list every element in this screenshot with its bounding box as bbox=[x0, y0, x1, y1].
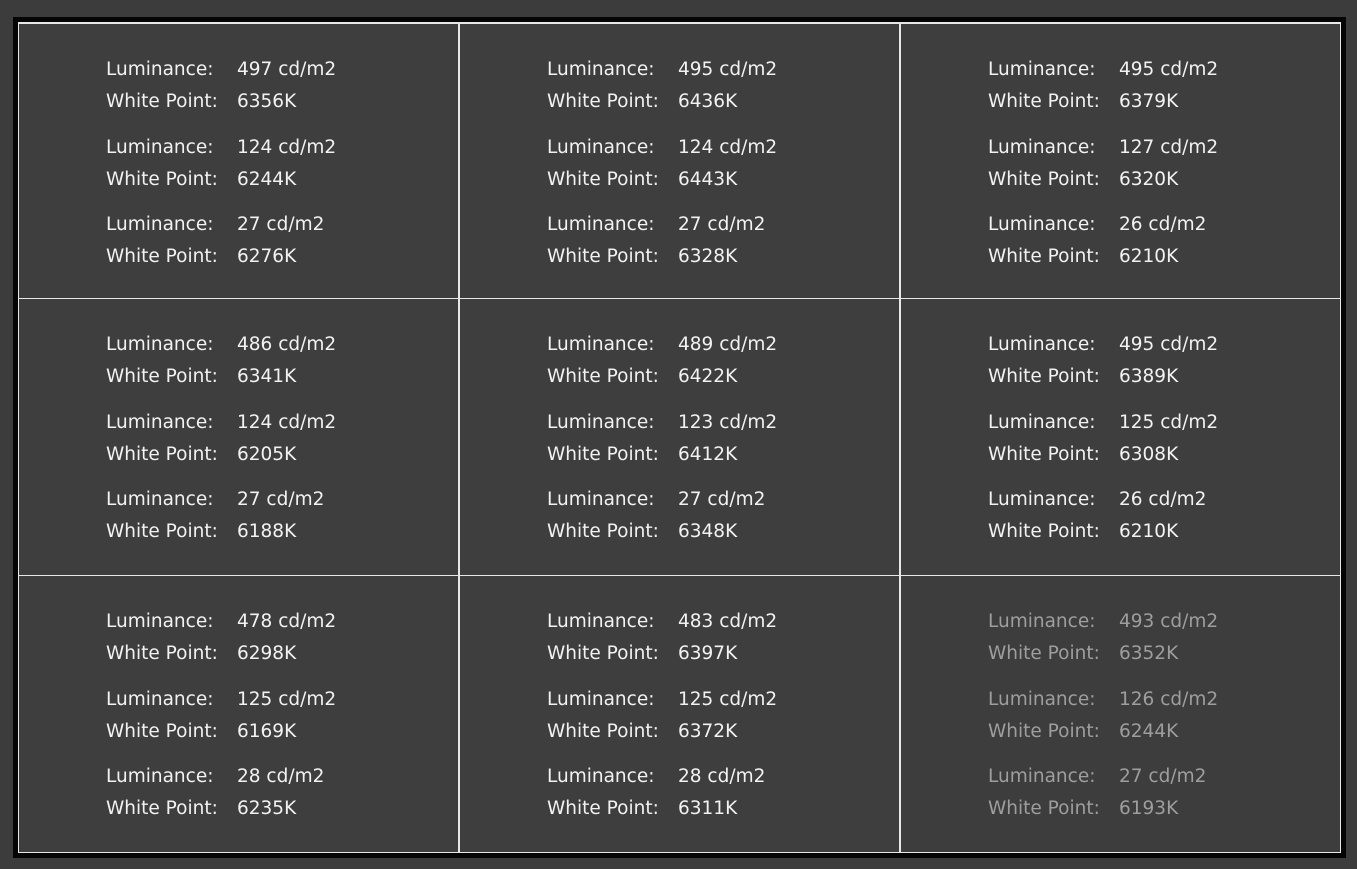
white-point-label: White Point: bbox=[106, 720, 218, 742]
measurement-group-low bbox=[547, 761, 765, 824]
luminance-label: Luminance: bbox=[988, 412, 1096, 433]
luminance-row bbox=[106, 684, 336, 716]
measurement-group-mid bbox=[547, 684, 777, 747]
luminance-row bbox=[988, 484, 1206, 516]
measurement-group-low bbox=[547, 209, 765, 272]
grid-cell-top-right bbox=[901, 24, 1340, 298]
white-point-value: 6372K bbox=[678, 720, 738, 742]
luminance-label: Luminance: bbox=[106, 214, 214, 235]
luminance-label: Luminance: bbox=[988, 334, 1096, 355]
white-point-label: White Point: bbox=[547, 168, 659, 190]
luminance-label: Luminance: bbox=[988, 766, 1096, 787]
white-point-value: 6188K bbox=[237, 520, 297, 542]
luminance-row bbox=[547, 329, 777, 361]
white-point-row bbox=[106, 86, 336, 118]
white-point-value: 6443K bbox=[678, 168, 738, 190]
white-point-row bbox=[106, 241, 324, 273]
white-point-value: 6389K bbox=[1119, 365, 1179, 387]
luminance-label: Luminance: bbox=[106, 334, 214, 355]
white-point-label: White Point: bbox=[988, 443, 1100, 465]
luminance-label: Luminance: bbox=[547, 334, 655, 355]
white-point-row bbox=[106, 793, 324, 825]
luminance-row bbox=[988, 209, 1206, 241]
grid-cell-center bbox=[460, 299, 899, 575]
luminance-value: 124 cd/m2 bbox=[237, 137, 337, 158]
white-point-label: White Point: bbox=[547, 443, 659, 465]
white-point-row bbox=[547, 241, 765, 273]
measurement-group-high bbox=[547, 606, 777, 669]
luminance-value: 483 cd/m2 bbox=[678, 611, 778, 632]
uniformity-grid bbox=[18, 22, 1341, 853]
measurement-group-high bbox=[106, 329, 336, 392]
luminance-label: Luminance: bbox=[547, 412, 655, 433]
white-point-label: White Point: bbox=[547, 720, 659, 742]
luminance-label: Luminance: bbox=[106, 611, 214, 632]
measurement-group-mid bbox=[106, 684, 336, 747]
luminance-row bbox=[547, 684, 777, 716]
luminance-value: 27 cd/m2 bbox=[1119, 766, 1207, 787]
white-point-label: White Point: bbox=[106, 642, 218, 664]
luminance-row bbox=[988, 132, 1218, 164]
luminance-label: Luminance: bbox=[547, 766, 655, 787]
white-point-label: White Point: bbox=[106, 245, 218, 267]
white-point-row bbox=[547, 638, 777, 670]
luminance-row bbox=[106, 329, 336, 361]
white-point-row bbox=[547, 716, 777, 748]
luminance-row bbox=[547, 54, 777, 86]
luminance-row bbox=[106, 761, 324, 793]
measurement-group-low bbox=[106, 209, 324, 272]
white-point-row bbox=[547, 86, 777, 118]
luminance-value: 495 cd/m2 bbox=[678, 59, 778, 80]
luminance-value: 27 cd/m2 bbox=[678, 214, 766, 235]
luminance-value: 26 cd/m2 bbox=[1119, 489, 1207, 510]
white-point-label: White Point: bbox=[106, 168, 218, 190]
white-point-value: 6436K bbox=[678, 90, 738, 112]
white-point-value: 6210K bbox=[1119, 520, 1179, 542]
luminance-row bbox=[106, 606, 336, 638]
white-point-row bbox=[547, 164, 777, 196]
luminance-row bbox=[106, 484, 324, 516]
white-point-value: 6412K bbox=[678, 443, 738, 465]
white-point-row bbox=[988, 361, 1218, 393]
measurement-group-low bbox=[988, 761, 1206, 824]
white-point-value: 6356K bbox=[237, 90, 297, 112]
white-point-row bbox=[547, 793, 765, 825]
white-point-value: 6308K bbox=[1119, 443, 1179, 465]
white-point-row bbox=[106, 516, 324, 548]
luminance-value: 489 cd/m2 bbox=[678, 334, 778, 355]
white-point-value: 6205K bbox=[237, 443, 297, 465]
white-point-value: 6379K bbox=[1119, 90, 1179, 112]
luminance-label: Luminance: bbox=[547, 489, 655, 510]
measurement-group-mid bbox=[106, 407, 336, 470]
measurement-group-low bbox=[988, 484, 1206, 547]
luminance-row bbox=[106, 54, 336, 86]
luminance-value: 127 cd/m2 bbox=[1119, 137, 1219, 158]
white-point-value: 6298K bbox=[237, 642, 297, 664]
luminance-row bbox=[988, 684, 1218, 716]
luminance-label: Luminance: bbox=[988, 59, 1096, 80]
measurement-group-high bbox=[547, 329, 777, 392]
luminance-label: Luminance: bbox=[988, 611, 1096, 632]
white-point-label: White Point: bbox=[547, 797, 659, 819]
luminance-label: Luminance: bbox=[988, 214, 1096, 235]
white-point-value: 6235K bbox=[237, 797, 297, 819]
white-point-label: White Point: bbox=[106, 520, 218, 542]
luminance-label: Luminance: bbox=[547, 214, 655, 235]
measurement-group-mid bbox=[988, 684, 1218, 747]
white-point-label: White Point: bbox=[547, 520, 659, 542]
white-point-label: White Point: bbox=[547, 642, 659, 664]
luminance-row bbox=[106, 132, 336, 164]
white-point-value: 6193K bbox=[1119, 797, 1179, 819]
white-point-value: 6352K bbox=[1119, 642, 1179, 664]
luminance-row bbox=[106, 209, 324, 241]
luminance-row bbox=[988, 761, 1206, 793]
luminance-label: Luminance: bbox=[547, 689, 655, 710]
white-point-label: White Point: bbox=[988, 720, 1100, 742]
luminance-value: 495 cd/m2 bbox=[1119, 59, 1219, 80]
measurement-group-low bbox=[988, 209, 1206, 272]
luminance-value: 28 cd/m2 bbox=[678, 766, 766, 787]
white-point-label: White Point: bbox=[106, 365, 218, 387]
luminance-label: Luminance: bbox=[106, 766, 214, 787]
measurement-group-high bbox=[547, 54, 777, 117]
luminance-label: Luminance: bbox=[106, 412, 214, 433]
luminance-value: 495 cd/m2 bbox=[1119, 334, 1219, 355]
luminance-value: 124 cd/m2 bbox=[678, 137, 778, 158]
grid-cell-bottom-left bbox=[19, 576, 458, 852]
luminance-value: 124 cd/m2 bbox=[237, 412, 337, 433]
luminance-value: 123 cd/m2 bbox=[678, 412, 778, 433]
measurement-group-high bbox=[106, 54, 336, 117]
luminance-row bbox=[547, 606, 777, 638]
luminance-value: 27 cd/m2 bbox=[678, 489, 766, 510]
luminance-row bbox=[547, 407, 777, 439]
grid-cell-bottom-center bbox=[460, 576, 899, 852]
white-point-row bbox=[547, 439, 777, 471]
luminance-value: 125 cd/m2 bbox=[678, 689, 778, 710]
luminance-row bbox=[988, 54, 1218, 86]
luminance-label: Luminance: bbox=[106, 489, 214, 510]
grid-cell-top-left bbox=[19, 24, 458, 298]
white-point-row bbox=[988, 793, 1206, 825]
luminance-label: Luminance: bbox=[988, 489, 1096, 510]
white-point-row bbox=[988, 164, 1218, 196]
white-point-label: White Point: bbox=[988, 245, 1100, 267]
white-point-value: 6320K bbox=[1119, 168, 1179, 190]
measurement-group-high bbox=[988, 329, 1218, 392]
luminance-value: 28 cd/m2 bbox=[237, 766, 325, 787]
white-point-label: White Point: bbox=[106, 90, 218, 112]
grid-cell-middle-left bbox=[19, 299, 458, 575]
white-point-value: 6169K bbox=[237, 720, 297, 742]
white-point-value: 6397K bbox=[678, 642, 738, 664]
measurement-group-low bbox=[106, 761, 324, 824]
white-point-value: 6328K bbox=[678, 245, 738, 267]
white-point-label: White Point: bbox=[547, 365, 659, 387]
measurement-group-high bbox=[988, 606, 1218, 669]
white-point-row bbox=[106, 164, 336, 196]
white-point-row bbox=[547, 361, 777, 393]
white-point-row bbox=[106, 638, 336, 670]
luminance-row bbox=[547, 761, 765, 793]
white-point-value: 6311K bbox=[678, 797, 738, 819]
measurement-group-low bbox=[106, 484, 324, 547]
white-point-label: White Point: bbox=[988, 642, 1100, 664]
measurement-group-mid bbox=[988, 132, 1218, 195]
luminance-value: 497 cd/m2 bbox=[237, 59, 337, 80]
luminance-label: Luminance: bbox=[547, 59, 655, 80]
white-point-label: White Point: bbox=[547, 90, 659, 112]
white-point-label: White Point: bbox=[988, 520, 1100, 542]
white-point-value: 6244K bbox=[1119, 720, 1179, 742]
luminance-label: Luminance: bbox=[106, 59, 214, 80]
luminance-row bbox=[547, 209, 765, 241]
luminance-value: 493 cd/m2 bbox=[1119, 611, 1219, 632]
luminance-value: 478 cd/m2 bbox=[237, 611, 337, 632]
luminance-value: 26 cd/m2 bbox=[1119, 214, 1207, 235]
measurement-group-low bbox=[547, 484, 765, 547]
white-point-label: White Point: bbox=[988, 90, 1100, 112]
white-point-value: 6210K bbox=[1119, 245, 1179, 267]
uniformity-frame bbox=[13, 17, 1346, 858]
white-point-value: 6422K bbox=[678, 365, 738, 387]
white-point-label: White Point: bbox=[106, 797, 218, 819]
luminance-label: Luminance: bbox=[106, 689, 214, 710]
white-point-label: White Point: bbox=[106, 443, 218, 465]
white-point-row bbox=[988, 638, 1218, 670]
luminance-row bbox=[547, 132, 777, 164]
white-point-row bbox=[547, 516, 765, 548]
white-point-value: 6341K bbox=[237, 365, 297, 387]
luminance-label: Luminance: bbox=[547, 137, 655, 158]
grid-cell-bottom-right bbox=[901, 576, 1340, 852]
white-point-label: White Point: bbox=[988, 797, 1100, 819]
luminance-value: 125 cd/m2 bbox=[237, 689, 337, 710]
white-point-row bbox=[106, 716, 336, 748]
white-point-row bbox=[988, 716, 1218, 748]
grid-cell-top-center bbox=[460, 24, 899, 298]
luminance-value: 125 cd/m2 bbox=[1119, 412, 1219, 433]
luminance-row bbox=[988, 606, 1218, 638]
white-point-row bbox=[988, 241, 1206, 273]
white-point-label: White Point: bbox=[988, 365, 1100, 387]
white-point-row bbox=[106, 361, 336, 393]
white-point-row bbox=[106, 439, 336, 471]
luminance-row bbox=[988, 329, 1218, 361]
luminance-label: Luminance: bbox=[106, 137, 214, 158]
measurement-group-high bbox=[988, 54, 1218, 117]
white-point-value: 6244K bbox=[237, 168, 297, 190]
luminance-row bbox=[106, 407, 336, 439]
white-point-value: 6276K bbox=[237, 245, 297, 267]
luminance-row bbox=[547, 484, 765, 516]
white-point-value: 6348K bbox=[678, 520, 738, 542]
white-point-row bbox=[988, 439, 1218, 471]
luminance-value: 27 cd/m2 bbox=[237, 489, 325, 510]
measurement-group-high bbox=[106, 606, 336, 669]
white-point-label: White Point: bbox=[547, 245, 659, 267]
white-point-row bbox=[988, 516, 1206, 548]
luminance-row bbox=[988, 407, 1218, 439]
luminance-label: Luminance: bbox=[988, 689, 1096, 710]
measurement-group-mid bbox=[547, 407, 777, 470]
luminance-label: Luminance: bbox=[547, 611, 655, 632]
luminance-label: Luminance: bbox=[988, 137, 1096, 158]
luminance-value: 486 cd/m2 bbox=[237, 334, 337, 355]
white-point-label: White Point: bbox=[988, 168, 1100, 190]
grid-cell-middle-right bbox=[901, 299, 1340, 575]
measurement-group-mid bbox=[106, 132, 336, 195]
white-point-row bbox=[988, 86, 1218, 118]
luminance-value: 27 cd/m2 bbox=[237, 214, 325, 235]
measurement-group-mid bbox=[547, 132, 777, 195]
luminance-value: 126 cd/m2 bbox=[1119, 689, 1219, 710]
measurement-group-mid bbox=[988, 407, 1218, 470]
